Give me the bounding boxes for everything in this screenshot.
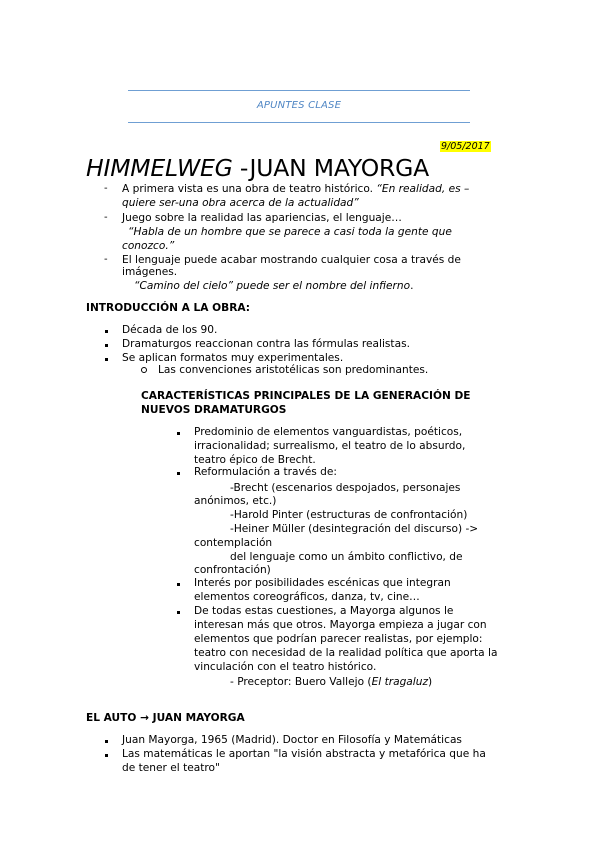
bullet bbox=[177, 432, 180, 435]
header-bottom-rule bbox=[128, 122, 470, 123]
dash-bullet: - bbox=[104, 212, 108, 223]
section2-item4-line: vinculación con el teatro histórico. bbox=[194, 661, 377, 673]
bullet bbox=[105, 344, 108, 347]
section1-subitem: Las convenciones aristotélicas son predominantes. bbox=[158, 364, 429, 376]
bullet bbox=[177, 583, 180, 586]
dash-bullet: - bbox=[104, 254, 108, 265]
dash-bullet: - bbox=[104, 183, 108, 194]
section3-item-line: de tener el teatro" bbox=[122, 762, 220, 774]
section-heading-el-auto: EL AUTO → JUAN MAYORGA bbox=[86, 712, 245, 724]
intro-item-2-line1: Juego sobre la realidad las apariencias, el lenguaje… bbox=[122, 212, 402, 224]
section-heading-caracteristicas-1: CARACTERÍSTICAS PRINCIPALES DE LA GENERACIÓN DE bbox=[141, 390, 471, 402]
section2-item1-line: teatro épico de Brecht. bbox=[194, 454, 316, 466]
intro-item-3-line2: imágenes. bbox=[122, 266, 178, 278]
bullet bbox=[177, 472, 180, 475]
intro-item-1-line1: A primera vista es una obra de teatro histórico. “En realidad, es – bbox=[122, 183, 470, 195]
section2-item2-line: -Heiner Müller (desintegración del discurso) -> bbox=[230, 523, 479, 535]
intro-item-1-line2: quiere ser-una obra acerca de la actualidad” bbox=[122, 197, 359, 209]
section2-item4-line: teatro con necesidad de la realidad política que aporta la bbox=[194, 647, 498, 659]
section2-item2-intro: Reformulación a través de: bbox=[194, 466, 337, 478]
section2-preceptor: - Preceptor: Buero Vallejo (El tragaluz) bbox=[230, 676, 433, 688]
section2-item2-line: -Harold Pinter (estructuras de confrontación) bbox=[230, 509, 468, 521]
section1-item: Dramaturgos reaccionan contra las fórmulas realistas. bbox=[122, 338, 410, 350]
section2-item2-line: contemplación bbox=[194, 537, 273, 549]
section3-item-line: Las matemáticas le aportan "la visión abstracta y metafórica que ha bbox=[122, 748, 486, 760]
section1-item: Década de los 90. bbox=[122, 324, 218, 336]
section3-item: Juan Mayorga, 1965 (Madrid). Doctor en Filosofía y Matemáticas bbox=[122, 734, 462, 746]
section2-item3-line: Interés por posibilidades escénicas que integran bbox=[194, 577, 451, 589]
intro-item-3-line1: El lenguaje puede acabar mostrando cualquier cosa a través de bbox=[122, 254, 461, 266]
section2-item1-line: Predominio de elementos vanguardistas, poéticos, bbox=[194, 426, 463, 438]
bullet bbox=[105, 754, 108, 757]
section-heading-caracteristicas-2: NUEVOS DRAMATURGOS bbox=[141, 404, 287, 416]
document-title bbox=[86, 154, 429, 182]
title-rest: -JUAN MAYORGA bbox=[232, 154, 430, 182]
section1-item: Se aplican formatos muy experimentales. bbox=[122, 352, 344, 364]
section-heading-introduccion: INTRODUCCIÓN A LA OBRA: bbox=[86, 302, 251, 314]
bullet bbox=[105, 740, 108, 743]
section2-item4-line: De todas estas cuestiones, a Mayorga algunos le bbox=[194, 605, 454, 617]
header-label: APUNTES CLASE bbox=[256, 100, 342, 111]
date-label: 9/05/2017 bbox=[441, 141, 490, 152]
title-italic: HIMMELWEG bbox=[86, 154, 233, 182]
bullet bbox=[105, 330, 108, 333]
section2-item3-line: elementos coreográficos, danza, tv, cine… bbox=[194, 591, 420, 603]
section2-item2-line: del lenguaje como un ámbito conflictivo, de bbox=[230, 551, 463, 563]
section2-item1-line: irracionalidad; surrealismo, el teatro de lo absurdo, bbox=[194, 440, 466, 452]
circle-bullet bbox=[141, 367, 147, 373]
section2-item4-line: elementos que podrían parecer realistas, por ejemplo: bbox=[194, 633, 483, 645]
intro-item-2-line2: “Habla de un hombre que se parece a casi toda la gente que bbox=[128, 226, 452, 238]
header-top-rule bbox=[128, 90, 470, 91]
section2-item4-line: interesan más que otros. Mayorga empieza a jugar con bbox=[194, 619, 487, 631]
intro-item-3-line3: “Camino del cielo” puede ser el nombre del infierno. bbox=[134, 280, 414, 292]
section2-item2-line: anónimos, etc.) bbox=[194, 495, 277, 507]
intro-item-2-line3: conozco.” bbox=[122, 240, 175, 252]
bullet bbox=[177, 611, 180, 614]
section2-item2-line: -Brecht (escenarios despojados, personajes bbox=[230, 482, 461, 494]
arrow-right-icon: → bbox=[140, 712, 149, 724]
section2-item2-line: confrontación) bbox=[194, 564, 271, 576]
bullet bbox=[105, 358, 108, 361]
